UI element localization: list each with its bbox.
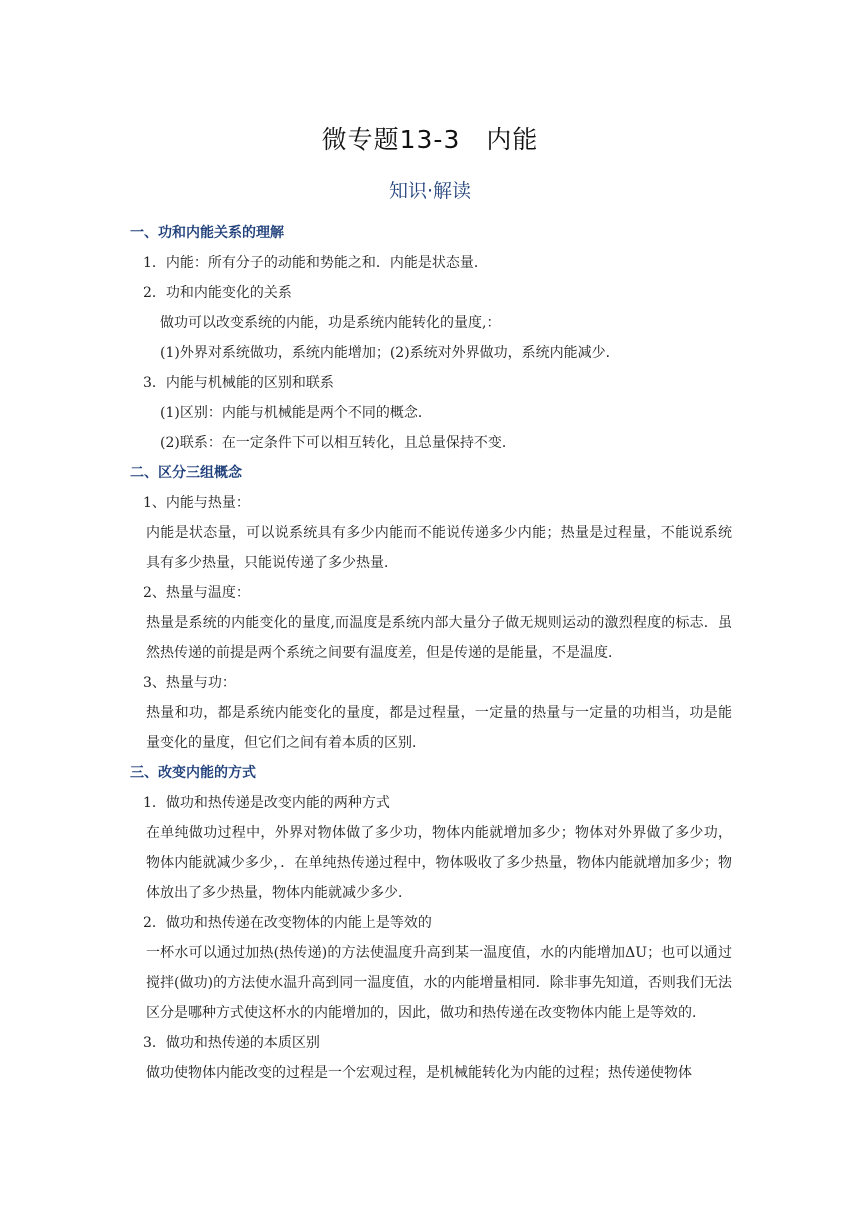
s1-item-2: 2．功和内能变化的关系 bbox=[143, 285, 292, 301]
s2-item-1-para: 内能是状态量，可以说系统具有多少内能而不能说传递多少内能；热量是过程量，不能说系统具有多少热量，只能说传递了多少热量． bbox=[146, 525, 732, 571]
s1-item-3-para-1: (1)区别：内能与机械能是两个不同的概念． bbox=[160, 405, 432, 421]
section-heading-1: 一、功和内能关系的理解 bbox=[130, 225, 284, 241]
s3-item-1: 1．做功和热传递是改变内能的两种方式 bbox=[143, 795, 390, 811]
s2-item-3-para: 热量和功，都是系统内能变化的量度，都是过程量，一定量的热量与一定量的功相当，功是能量变化的量度，但它们之间有着本质的区别． bbox=[146, 705, 732, 751]
document-body bbox=[130, 218, 732, 1088]
s3-item-1-para: 在单纯做功过程中，外界对物体做了多少功，物体内能就增加多少；物体对外界做了多少功，物体内能就减少多少，．在单纯热传递过程中，物体吸收了多少热量，物体内能就增加多少；物体放出了多少热量，物体内能就减少多少． bbox=[146, 825, 732, 901]
s3-item-2: 2．做功和热传递在改变物体的内能上是等效的 bbox=[143, 915, 432, 931]
document-title: 微专题13-3 内能 bbox=[321, 125, 539, 154]
s1-item-2-para-1: 做功可以改变系统的内能，功是系统内能转化的量度,： bbox=[160, 315, 501, 331]
s1-item-3: 3．内能与机械能的区别和联系 bbox=[143, 375, 334, 391]
s2-item-1: 1、内能与热量： bbox=[143, 495, 250, 511]
s3-item-3-para: 做功使物体内能改变的过程是一个宏观过程，是机械能转化为内能的过程；热传递使物体 bbox=[146, 1065, 692, 1081]
section-heading-2: 二、区分三组概念 bbox=[130, 465, 242, 481]
s2-item-2-para: 热量是系统的内能变化的量度,而温度是系统内部大量分子做无规则运动的激烈程度的标志．虽然热传递的前提是两个系统之间要有温度差，但是传递的是能量，不是温度． bbox=[146, 615, 732, 661]
document-subtitle: 知识·解读 bbox=[388, 180, 472, 202]
s3-item-3: 3．做功和热传递的本质区别 bbox=[143, 1035, 320, 1051]
s1-item-1: 1．内能：所有分子的动能和势能之和．内能是状态量． bbox=[143, 255, 488, 271]
s1-item-3-para-2: (2)联系：在一定条件下可以相互转化，且总量保持不变． bbox=[160, 435, 516, 451]
s3-item-2-para: 一杯水可以通过加热(热传递)的方法使温度升高到某一温度值，水的内能增加ΔU；也可以通过搅拌(做功)的方法使水温升高到同一温度值，水的内能增量相同．除非事先知道，否则我们无法区分是哪种方式使这杯水的内能增加的，因此，做功和热传递在改变物体内能上是等效的． bbox=[146, 945, 732, 1021]
s1-item-2-para-2: (1)外界对系统做功，系统内能增加；(2)系统对外界做功，系统内能减少． bbox=[160, 345, 620, 361]
s2-item-2: 2、热量与温度： bbox=[143, 585, 250, 601]
section-heading-3: 三、改变内能的方式 bbox=[130, 765, 256, 781]
s2-item-3: 3、热量与功： bbox=[143, 675, 236, 691]
